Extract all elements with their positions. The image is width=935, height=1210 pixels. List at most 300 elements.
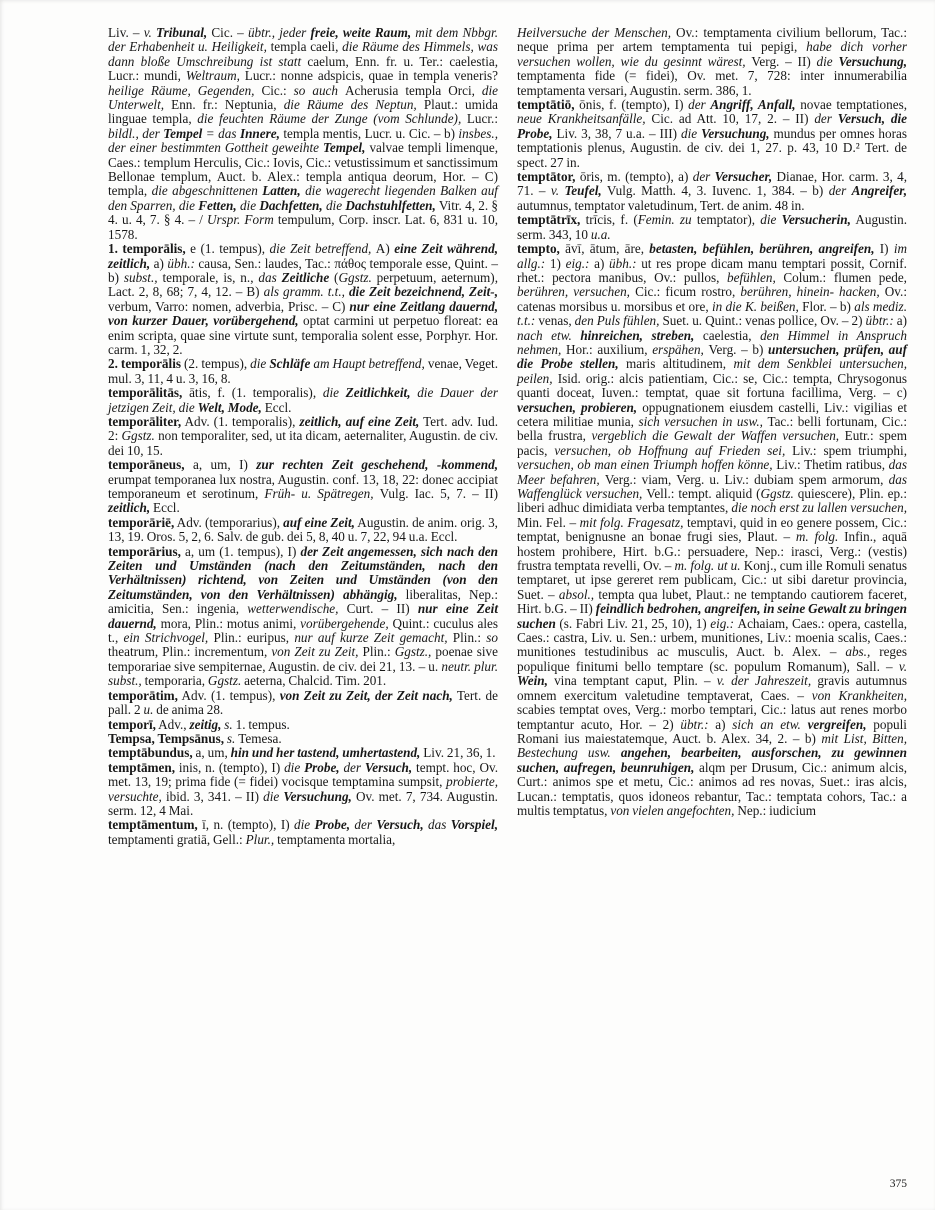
- dictionary-entry: [108, 516, 498, 545]
- text-run: der: [339, 759, 365, 775]
- text-run: die feuchten Räume der Zunge (vom Schlunde),: [197, 111, 467, 127]
- text-run: Plaut.: umida linguae templa,: [108, 97, 498, 127]
- dictionary-entry: [108, 732, 498, 746]
- text-run: Verg.: viam, Verg. u. Liv.: dubiam spem armorum,: [604, 471, 889, 487]
- text-run: temptāmentum,: [108, 817, 198, 833]
- dictionary-entry: [108, 718, 498, 732]
- text-area: [108, 26, 907, 847]
- text-run: Ggstz.: [338, 269, 377, 285]
- text-run: perpetuum, aeternum), Lact. 2, 8, 68; 7, 4, 12. – B): [108, 269, 498, 300]
- text-run: āvī, ātum, āre,: [559, 241, 650, 257]
- text-run: novae temptationes,: [795, 97, 908, 113]
- text-run: u.: [143, 702, 157, 718]
- text-run: nur eine Zeit dauernd,: [108, 601, 498, 631]
- text-run: Schläfe: [269, 356, 311, 372]
- text-run: a, um, I): [184, 457, 257, 473]
- text-run: die: [263, 788, 284, 804]
- text-run: v.: [550, 183, 565, 199]
- text-run: Isid. orig.: alcis patientiam, Cic.: se, Cic.: tempta, Chrysogonus quanti doceat, Iuven.: temptat, quae sit fortuna facillima, Verg. – c): [517, 370, 907, 401]
- text-run: Enn. fr.: Neptunia,: [171, 97, 284, 113]
- text-run: den Himmel in Anspruch nehmen,: [517, 327, 907, 357]
- text-run: mit List, Bitten, Bestechung usw.: [517, 730, 907, 761]
- text-run: m. folg. ut u.: [674, 558, 744, 574]
- text-run: Cic.:: [261, 82, 294, 98]
- text-run: das: [258, 269, 282, 285]
- text-run: temptāmen,: [108, 759, 176, 775]
- text-run: temptamenta mortalia,: [277, 831, 396, 847]
- text-run: Vell.: tempt. aliquid (: [646, 486, 761, 501]
- text-run: nach etw.: [517, 327, 581, 343]
- text-run: nur auf kurze Zeit gemacht,: [294, 630, 453, 646]
- text-run: den Puls fühlen,: [574, 313, 663, 329]
- text-run: Vulg. Matth. 4, 3. Iuvenc. 1, 384. – b): [601, 183, 829, 199]
- text-run: eig.:: [565, 255, 595, 271]
- text-run: Nep.: iudicium: [737, 802, 817, 818]
- text-run: berühren, hinein- hacken,: [740, 284, 885, 300]
- text-run: liberalitas, Nep.: amicitia, Sen.: ingenia,: [108, 586, 498, 617]
- text-run: a, um,: [192, 745, 231, 761]
- text-run: wetterwendische,: [247, 601, 347, 617]
- text-run: = das: [202, 125, 240, 141]
- text-run: Welt, Mode,: [197, 399, 262, 415]
- text-run: mundus per omnes horas temptationis plenus, Augustin. de civ. dei 1, 27. p. 43, 10 D.² Tert. de spect. 27 in.: [517, 125, 907, 170]
- text-run: tempt. hoc, Ov. met. 13, 19; prima fide (= fidei) vocisque temptamina sumpsit,: [108, 759, 498, 790]
- text-run: insbes., der einer bestimmten Gottheit geweihte: [108, 125, 498, 156]
- text-run: Ggstz.,: [394, 644, 436, 660]
- text-run: abs.,: [845, 644, 880, 660]
- text-run: die: [322, 197, 346, 213]
- text-run: temptamenta fide (= fidei), Ov. met. 7, 728: inter innumerabilia temptamenta versari, Augustin. serm. 386, 1.: [517, 68, 907, 98]
- text-run: sich an etw.: [732, 716, 808, 732]
- text-run: Urspr. Form: [207, 212, 278, 228]
- text-run: angehen, bearbeiten, ausforschen, zu gewinnen suchen, aufregen, beunruhigen,: [517, 745, 907, 775]
- text-run: theatrum, Plin.: incrementum,: [108, 644, 272, 660]
- text-run: zeitlich, auf eine Zeit,: [299, 413, 420, 429]
- text-run: bildl., der: [108, 125, 164, 141]
- text-run: Probe,: [314, 817, 351, 833]
- text-run: Temesa.: [238, 730, 282, 746]
- text-run: der: [814, 111, 838, 127]
- text-run: temporārius,: [108, 543, 181, 559]
- text-run: temporāneus,: [108, 457, 185, 473]
- text-run: temptātor,: [517, 169, 576, 185]
- text-run: Plur.,: [245, 831, 278, 847]
- text-run: gravis autumnus omnem exercitum valetudine temptaverat, Caes. –: [517, 673, 908, 703]
- text-run: temptābundus,: [108, 745, 193, 761]
- text-run: Suet. u. Quint.: venas pollice, Ov. – 2): [662, 313, 866, 329]
- text-run: Augustin. de anim. orig. 3, 13, 19. Oros. 5, 2, 6. Salv. de gub. dei 5, 8, 40 u. 7, 22, 94 u.a. Eccl.: [108, 514, 498, 545]
- text-run: a): [896, 313, 908, 329]
- text-run: Konj., cum ille Romuli senatus temptaret, ut ipse gereret rem publicam, Cic.: ut sibi daretur provincia, Suet. –: [517, 558, 908, 602]
- text-run: subst.,: [123, 269, 163, 285]
- text-run: templa mentis, Lucr. u. Cic. – b): [279, 125, 459, 141]
- text-run: Tempel,: [323, 140, 366, 156]
- text-run: a): [594, 255, 610, 271]
- text-run: die wagerecht liegenden Balken auf den Sparren, die: [108, 183, 498, 213]
- text-run: Zeitlichkeit,: [345, 385, 411, 401]
- text-run: mit dem Nbbgr. der Erhabenheit u. Heiligkeit,: [108, 25, 498, 55]
- text-run: erspähen,: [652, 341, 709, 357]
- text-run: Innere,: [239, 125, 280, 141]
- text-run: von vielen angefochten,: [610, 802, 738, 818]
- text-run: übtr.:: [865, 313, 897, 329]
- text-run: vergreifen,: [807, 716, 867, 732]
- text-run: templa caeli,: [270, 39, 343, 55]
- text-run: zeitig,: [189, 716, 222, 732]
- text-run: temporātim,: [108, 687, 178, 703]
- text-run: Quint.: cuculus ales t.,: [108, 615, 498, 646]
- text-run: oppugnationem eiusdem castelli, Liv.: vigilias et cetera militiae munia,: [517, 399, 907, 429]
- dictionary-entry: [108, 761, 498, 819]
- text-run: Verg. – b): [708, 341, 768, 357]
- text-run: temporāriē,: [108, 514, 175, 530]
- text-run: vorübergehende,: [300, 615, 393, 631]
- text-run: die: [760, 212, 782, 228]
- text-run: eig.:: [710, 615, 738, 631]
- text-run: temporaria,: [144, 673, 208, 689]
- text-run: neutr. plur. subst.,: [108, 658, 498, 689]
- text-run: die: [293, 817, 315, 833]
- text-run: s.: [224, 730, 239, 746]
- column-right: [517, 26, 907, 847]
- text-run: temporī,: [108, 716, 156, 732]
- text-run: tempta qua lubet, Plaut.: ne temptando cautiorem faceret, Hirt. b.G. – II): [517, 586, 907, 617]
- text-run: Ggstz.: [760, 486, 798, 501]
- text-run: Dianae, Hor. carm. 3, 4, 71. –: [517, 169, 907, 199]
- text-run: die noch erst zu lallen versuchen,: [731, 500, 908, 516]
- text-run: Colum.: flumen pede,: [783, 269, 907, 285]
- text-run: heilige Räume, Gegenden,: [108, 82, 262, 98]
- dictionary-entry: [108, 458, 498, 516]
- text-run: v. der Jahreszeit,: [716, 673, 818, 689]
- dictionary-entry: [108, 242, 498, 357]
- text-run: der: [688, 97, 711, 113]
- text-run: Tempel: [163, 125, 203, 141]
- text-run: Ggstz.: [121, 428, 159, 444]
- text-run: Plin.: euripus,: [213, 630, 295, 646]
- text-run: Plin.:: [452, 630, 487, 646]
- text-run: a): [715, 716, 733, 732]
- text-run: die: [236, 197, 260, 213]
- text-run: Versuchung,: [838, 53, 908, 69]
- text-run: Adv. (1. temporalis),: [181, 413, 300, 429]
- text-run: hinreichen, streben,: [580, 327, 695, 343]
- text-run: Vulg. Iac. 5, 7. – II): [379, 486, 498, 501]
- text-run: a): [150, 255, 168, 271]
- text-run: m. folg.: [795, 529, 845, 545]
- text-run: Eutr.: spem pacis,: [517, 428, 908, 458]
- text-run: Versucherin,: [781, 212, 851, 228]
- text-run: populi Romani ius maiestatemque, Auct. b. Alex. 34, 2. – b): [517, 716, 907, 746]
- text-run: 2. temporālis: [108, 356, 181, 372]
- text-run: Angriff, Anfall,: [710, 97, 796, 113]
- text-run: Tempsa, Tempsānus,: [108, 730, 225, 746]
- text-run: A): [375, 241, 395, 257]
- text-run: die Räume des Himmels, was dann bloße Umschreibung ist statt: [108, 39, 498, 69]
- text-run: erumpat temporanea lux nostra, Augustin. conf. 13, 18, 22: donec accipiat temporaneum et serotinum,: [108, 471, 498, 501]
- text-run: die: [250, 356, 270, 372]
- text-run: de anima 28.: [156, 702, 224, 718]
- text-run: das Waffenglück versuchen,: [517, 471, 907, 501]
- text-run: Liv.: spem triumphi,: [792, 442, 907, 458]
- text-run: ātis, f. (1. temporalis),: [182, 385, 323, 401]
- text-run: der: [692, 169, 715, 185]
- text-run: Tac.: belli fortunam, Cic.: bella frustra,: [517, 413, 908, 444]
- text-run: I): [874, 241, 894, 257]
- text-run: Adv.,: [155, 716, 190, 732]
- text-run: mit dem Senkblei untersuchen, peilen,: [517, 356, 907, 386]
- text-run: s.: [221, 716, 236, 732]
- text-run: Augustin. serm. 343, 10: [517, 212, 908, 242]
- dictionary-entry: [108, 357, 498, 386]
- text-run: von Zeit zu Zeit,: [271, 644, 363, 660]
- text-run: Infin., aquā hostem prohibere, Hirt. b.G.: persuadere, Nep.: irasci, Verg.: (vestis) frustra temptata revelli, Ov. –: [517, 529, 907, 574]
- text-run: Fetten,: [198, 197, 237, 213]
- text-run: Ggstz.: [207, 673, 245, 689]
- text-run: Vitr. 4, 2. § 4. u. 4, 7. § 4. – /: [108, 197, 498, 228]
- text-run: caelum, Enn. fr. u. Ter.: caelestia, Lucr.: mundi,: [108, 53, 499, 84]
- text-run: Versuchung,: [701, 125, 770, 141]
- text-run: übh.:: [167, 255, 199, 271]
- text-run: Dachstuhlfetten,: [345, 197, 436, 213]
- text-run: inis, n. (tempto), I): [175, 759, 285, 775]
- text-run: Eccl.: [261, 399, 292, 415]
- text-run: von Zeit zu Zeit, der Zeit nach,: [279, 687, 453, 703]
- text-run: Lucr.: nonne adspicis, quae in templa veneris?: [244, 68, 498, 84]
- text-run: Plin.:: [362, 644, 395, 660]
- text-run: Versuchung,: [283, 788, 352, 804]
- text-run: betasten, befühlen, berühren, angreifen,: [649, 241, 875, 257]
- text-run: (s. Fabri Liv. 21, 25, 10), 1): [555, 615, 711, 631]
- text-run: scabies temptat oves, Verg.: morbo temptari, Cic.: latus aut renes morbo temptantur acuto, Hor. – 2): [517, 702, 907, 732]
- text-run: die Unterwelt,: [108, 82, 499, 113]
- text-run: das: [423, 817, 451, 833]
- text-run: zeitlich,: [108, 500, 151, 516]
- text-run: e (1. tempus),: [185, 241, 270, 257]
- text-run: Verg. – II): [751, 53, 817, 69]
- text-run: Cic. –: [207, 25, 248, 40]
- text-run: die Dauer der jetzigen Zeit, die: [108, 385, 499, 415]
- text-run: venas,: [538, 313, 575, 329]
- text-run: das Meer befahren,: [517, 457, 907, 487]
- text-run: quiescere), Plin. ep.: liberi adhuc dimidiata verba temptantes,: [517, 486, 908, 516]
- text-run: übh.:: [609, 255, 642, 271]
- text-run: Curt. – II): [346, 601, 418, 617]
- text-run: Versucher,: [714, 169, 773, 185]
- text-run: Liv. 3, 38, 7 u.a. – III): [552, 125, 682, 141]
- dictionary-entry: [517, 170, 907, 213]
- text-run: Probe,: [304, 759, 340, 775]
- text-run: autumnus, temptator valetudinum, Tert. de anim. 48 in.: [517, 197, 805, 213]
- text-run: ibid. 3, 341. – II): [165, 788, 264, 804]
- text-run: der Zeit angemessen, sich nach den Zeiten und Umständen (nach den Zeitumständen, nach den Verhältnissen) richtend, von Zeiten und Umständen (von den Zeitumständen, von den Verhältnissen) abhängig,: [108, 543, 498, 602]
- text-run: temptavi, quid in eo genere possem, Cic.: temptat, benignusne an bonae frugi sies, Plaut. –: [517, 514, 907, 545]
- text-run: caelestia,: [694, 327, 761, 343]
- dictionary-entry: [108, 26, 498, 242]
- text-run: der: [350, 817, 377, 833]
- text-run: Femin. zu: [637, 212, 697, 228]
- dictionary-entry: [517, 26, 907, 98]
- text-run: absol.,: [558, 586, 599, 602]
- text-run: berühren, versuchen,: [517, 284, 636, 300]
- text-run: verbum, Varro: nomen, adverbia, Prisc. – C): [108, 298, 350, 314]
- text-run: habe dich vorher versuchen wollen, wie du gesinnt wärest,: [517, 39, 907, 69]
- text-run: sich versuchen in usw.,: [638, 413, 768, 429]
- text-run: feindlich bedrohen, angreifen, in seine Gewalt zu bringen suchen: [517, 601, 907, 631]
- text-run: (2. tempus),: [181, 356, 251, 372]
- text-run: Cic. ad Att. 10, 17, 2. – II): [651, 111, 815, 127]
- text-run: versuchen, probieren,: [517, 399, 638, 415]
- text-run: übtr.:: [680, 716, 716, 732]
- text-run: mora, Plin.: motus animi,: [156, 615, 301, 631]
- text-run: Liv.: Thetim ratibus,: [776, 457, 889, 473]
- text-run: Tert. adv. Iud. 2:: [108, 413, 498, 444]
- text-run: valvae templi limenque, Caes.: templum Herculis, Cic.: Iovis, Cic.: vetustissimum et sanctissimum Bellonae templum, Auct. b. Alex.: templa antiqua deorum, Hor. – C) templa,: [108, 140, 498, 199]
- text-run: die Zeit betreffend,: [269, 241, 376, 257]
- text-run: Ov.: temptamenta civilium bellorum, Tac.: neque prima per artem temptamenta tui pepigi,: [517, 25, 907, 55]
- text-run: ein Strichvogel,: [123, 630, 214, 646]
- text-run: (: [329, 269, 339, 285]
- text-run: so auch: [293, 82, 345, 98]
- text-run: 1. tempus.: [235, 716, 290, 732]
- text-run: Adv. (temporarius),: [174, 514, 284, 530]
- text-run: temptātiō,: [517, 97, 575, 113]
- text-run: ut res prope dicam manu temptari possit, Cornif. rhet.: pectora manibus, Ov.: pullos,: [517, 255, 907, 285]
- text-run: poenae sive temporariae sive sempiternae, Augustin. de civ. dei 21, 13. – u.: [108, 644, 498, 674]
- text-run: causa, Sen.: laudes, Tac.: πάθος temporale esse, Quint. – b): [108, 255, 498, 285]
- text-run: tempulum, Corp. inscr. Lat. 6, 831 u. 10, 1578.: [108, 212, 498, 242]
- text-run: Min. Fel. –: [517, 514, 580, 530]
- dictionary-entry: [108, 545, 498, 689]
- dictionary-entry: [108, 386, 498, 415]
- text-run: temptātrīx,: [517, 212, 581, 228]
- text-run: Angreifer,: [851, 183, 907, 199]
- text-run: von Krankheiten,: [811, 687, 907, 703]
- text-run: Lucr.:: [466, 111, 498, 127]
- text-run: Liv. –: [108, 25, 144, 40]
- text-run: Liv. 21, 36, 1.: [420, 745, 496, 761]
- text-run: temptamenti gratiā, Gell.:: [108, 831, 246, 847]
- text-run: Zeitliche: [281, 269, 330, 285]
- text-run: venae, Veget. mul. 3, 11, 4 u. 3, 16, 8.: [108, 356, 499, 386]
- text-run: Tribunal,: [156, 25, 208, 40]
- text-run: Vorspiel,: [450, 817, 498, 833]
- text-run: befühlen,: [727, 269, 784, 285]
- text-run: a, um (1. tempus), I): [180, 543, 301, 559]
- text-run: Versuch, die Probe,: [517, 111, 907, 141]
- text-run: auf eine Zeit,: [283, 514, 355, 530]
- text-run: Wein,: [517, 673, 548, 689]
- dictionary-entry: [517, 213, 907, 242]
- text-run: Früh- u. Spätregen,: [264, 486, 380, 501]
- text-run: die: [284, 759, 305, 775]
- text-run: versuchen, ob man einen Triumph hoffen könne,: [517, 457, 777, 473]
- text-run: probierte, versuchte,: [108, 774, 498, 804]
- text-run: vina temptant caput, Plin. –: [547, 673, 717, 689]
- text-run: als gramm. t.t.,: [263, 284, 349, 300]
- text-run: die abgeschnittenen: [151, 183, 263, 199]
- text-run: die Zeit bezeichnend, Zeit-,: [348, 284, 498, 300]
- text-run: die: [681, 125, 702, 141]
- text-run: temporale, is, n.,: [162, 269, 259, 285]
- text-run: Heilversuche der Menschen,: [517, 25, 677, 40]
- text-run: maris altitudinem,: [618, 356, 734, 372]
- text-run: ī, n. (tempto), I): [197, 817, 294, 833]
- text-run: als mediz. t.t.:: [517, 298, 907, 329]
- text-run: am Haupt betreffend,: [310, 356, 428, 372]
- page-number: 375: [889, 1178, 907, 1190]
- text-run: die: [816, 53, 839, 69]
- text-run: Adv. (1. tempus),: [177, 687, 280, 703]
- text-run: Hor.: auxilium,: [565, 341, 653, 357]
- text-run: 1. temporālis,: [108, 241, 186, 257]
- text-run: reges populique finitumi bello temptare (sc. populum Romanum), Sall. –: [517, 644, 908, 674]
- text-run: Teufel,: [564, 183, 602, 199]
- text-run: v.: [143, 25, 157, 40]
- text-run: zur rechten Zeit geschehend, -kommend,: [256, 457, 499, 473]
- text-run: u.a.: [590, 226, 611, 242]
- text-run: temporālitās,: [108, 385, 183, 401]
- text-run: temptator),: [696, 212, 761, 228]
- text-run: Achaiam, Caes.: opera, castella, Caes.: castra, Liv. u. Sen.: urbem, munitiones, Liv.: moenia scalis, Caes.: munitiones testudinibus ac musculis, Auct. b. Alex. –: [517, 615, 907, 660]
- text-run: nur eine Zeitlang dauernd, von kurzer Dauer, vorübergehend,: [108, 298, 498, 329]
- text-run: neue Krankheitsanfälle,: [517, 111, 652, 127]
- text-run: versuchen, ob Hoffnung auf Frieden sei,: [554, 442, 793, 458]
- text-run: ōris, m. (tempto), a): [575, 169, 693, 185]
- text-run: die: [322, 385, 346, 401]
- text-run: alqm per Drusum, Cic.: animum alcis, Curt.: animos spe et metu, Cic.: animos ad res novas, Suet.: iras alcis, Lucan.: temptatis, quos idoneos rebantur, Tac.: temptata cohors, Tac.: a multis temptatus,: [517, 759, 907, 818]
- text-run: Weltraum,: [185, 68, 245, 84]
- dictionary-entry: [108, 689, 498, 718]
- dictionary-entry: [517, 242, 907, 818]
- text-run: in die K. beißen,: [711, 298, 803, 314]
- column-left: [108, 26, 498, 847]
- text-run: übtr., jeder: [247, 25, 311, 40]
- text-run: untersuchen, prüfen, auf die Probe stellen,: [517, 341, 907, 372]
- text-run: Latten,: [262, 183, 301, 199]
- text-run: ōnis, f. (tempto), I): [574, 97, 689, 113]
- text-run: aeterna, Chalcid. Tim. 201.: [244, 673, 387, 689]
- text-run: freie, weite Raum,: [310, 25, 412, 40]
- text-run: Cic.: ficum rostro,: [635, 284, 741, 300]
- text-run: Dachfetten,: [259, 197, 323, 213]
- text-run: so: [486, 630, 498, 646]
- text-run: Tert. de pall. 2: [108, 687, 499, 718]
- text-run: v.: [898, 658, 907, 674]
- dictionary-entry: [108, 818, 498, 847]
- text-run: tempto,: [517, 241, 560, 257]
- text-run: hin und her tastend, umhertastend,: [230, 745, 421, 761]
- text-run: Eccl.: [150, 500, 180, 516]
- text-run: Flor. – b): [802, 298, 855, 314]
- text-run: mit folg. Fragesatz,: [579, 514, 687, 530]
- text-run: Versuch,: [364, 759, 413, 775]
- text-run: Ov. met. 7, 734. Augustin. serm. 12, 4 Mai.: [108, 788, 498, 818]
- text-run: im allg.:: [517, 241, 907, 271]
- text-run: eine Zeit während, zeitlich,: [108, 241, 498, 271]
- text-run: Acherusia templa Orci,: [344, 82, 482, 98]
- text-run: optat carmini ut perpetuo floreat: ea enim scripta, quae sine virtute sunt, temporalia solent esse, Porphyr. Hor. carm. 1, 32, 2.: [108, 313, 498, 357]
- text-run: non temporaliter, sed, ut ita dicam, aeternaliter, Augustin. de civ. dei 10, 15.: [108, 428, 498, 458]
- dictionary-entry: [108, 746, 498, 760]
- text-run: trīcis, f. (: [580, 212, 638, 228]
- text-run: Ov.: catenas morsibus u. morsibus et ore,: [517, 284, 907, 314]
- text-run: die Räume des Neptun,: [283, 97, 424, 113]
- text-run: 1): [549, 255, 566, 271]
- text-run: Versuch,: [376, 817, 424, 833]
- text-run: temporāliter,: [108, 413, 182, 429]
- text-run: der: [828, 183, 852, 199]
